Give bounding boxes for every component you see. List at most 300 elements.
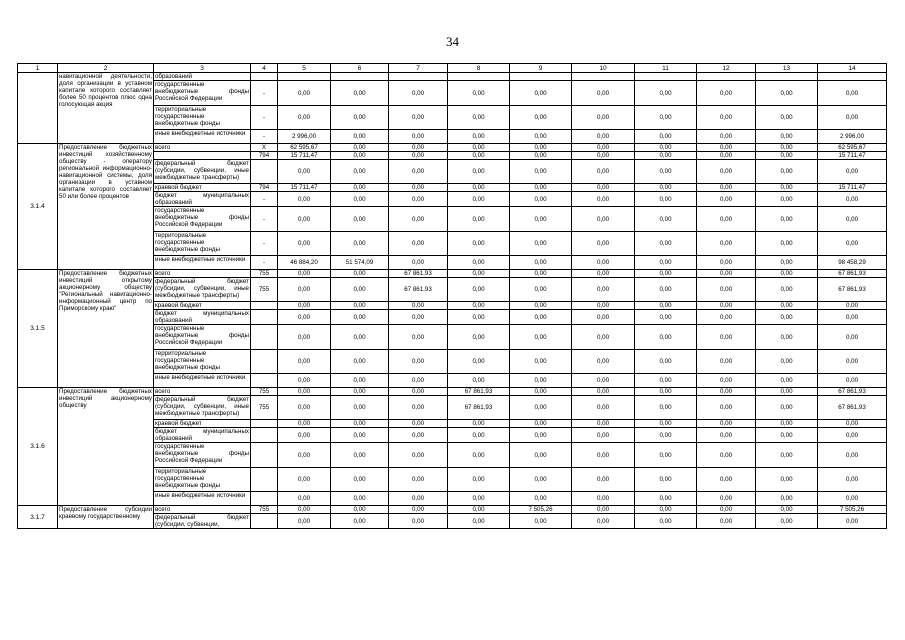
amount-cell: 0,00 [697, 192, 756, 207]
amount-cell: 0,00 [697, 270, 756, 278]
amount-cell: 0,00 [635, 396, 697, 420]
amount-cell: 0,00 [756, 396, 818, 420]
amount-cell: 0,00 [331, 144, 389, 152]
amount-cell: 0,00 [331, 106, 389, 130]
amount-cell: 0,00 [331, 350, 389, 374]
amount-cell: 0,00 [510, 192, 572, 207]
amount-cell: 0,00 [697, 396, 756, 420]
amount-cell: 0,00 [818, 350, 887, 374]
amount-cell: 0,00 [278, 160, 331, 184]
amount-cell: 0,00 [278, 506, 331, 514]
budget-code-cell [251, 428, 278, 443]
amount-cell: 0,00 [635, 420, 697, 428]
budget-code-cell: - [251, 256, 278, 270]
amount-cell: 0,00 [448, 492, 510, 506]
amount-cell: 0,00 [278, 270, 331, 278]
header-row [18, 64, 887, 73]
budget-code-cell [251, 302, 278, 310]
budget-code-cell: - [251, 81, 278, 106]
amount-cell: 7 505,26 [510, 506, 572, 514]
amount-cell: 0,00 [389, 325, 448, 350]
amount-cell: 0,00 [278, 420, 331, 428]
budget-code-cell: 755 [251, 506, 278, 514]
amount-cell: 0,00 [756, 325, 818, 350]
funding-source: иные внебюджетные источники [154, 492, 251, 506]
amount-cell: 0,00 [635, 192, 697, 207]
amount-cell [697, 73, 756, 81]
amount-cell: 0,00 [572, 302, 635, 310]
amount-cell: 0,00 [331, 270, 389, 278]
amount-cell [389, 73, 448, 81]
budget-code-cell: - [251, 106, 278, 130]
funding-source: территориальные государственные внебюджетные фонды [154, 350, 251, 374]
funding-source: государственные внебюджетные фонды Российской Федерации [154, 443, 251, 468]
amount-cell: 0,00 [331, 81, 389, 106]
amount-cell: 0,00 [635, 130, 697, 144]
amount-cell: 0,00 [818, 232, 887, 256]
column-header: 2 [58, 64, 154, 73]
amount-cell: 0,00 [331, 492, 389, 506]
amount-cell: 0,00 [572, 207, 635, 232]
budget-code-cell [251, 443, 278, 468]
amount-cell: 0,00 [448, 184, 510, 192]
amount-cell: 0,00 [448, 81, 510, 106]
amount-cell: 0,00 [635, 270, 697, 278]
measure-description: Предоставление бюджетных инвестиций открытому акционерному обществу "Региональный навигационно-информационный центр по Приморскому краю" [58, 270, 154, 388]
amount-cell: 0,00 [510, 278, 572, 302]
amount-cell: 0,00 [278, 468, 331, 492]
amount-cell: 0,00 [572, 506, 635, 514]
amount-cell: 0,00 [448, 256, 510, 270]
amount-cell: 0,00 [818, 192, 887, 207]
amount-cell: 0,00 [818, 443, 887, 468]
column-header: 8 [448, 64, 510, 73]
amount-cell: 0,00 [448, 207, 510, 232]
amount-cell: 0,00 [756, 310, 818, 325]
amount-cell: 0,00 [818, 160, 887, 184]
amount-cell: 0,00 [756, 374, 818, 388]
amount-cell: 7 505,26 [818, 506, 887, 514]
amount-cell: 0,00 [331, 468, 389, 492]
amount-cell: 0,00 [510, 184, 572, 192]
column-header: 6 [331, 64, 389, 73]
amount-cell: 0,00 [331, 184, 389, 192]
measure-description: Предоставление бюджетных инвестиций хозяйственному обществу - оператору региональной информационно-навигационной системы, доля организации в уставном капитале которого составляет 50 или более процентов [58, 144, 154, 270]
funding-source: бюджет муниципальных образований [155, 310, 249, 324]
amount-cell: 62 595,67 [818, 144, 887, 152]
amount-cell: 0,00 [818, 420, 887, 428]
amount-cell: 0,00 [331, 374, 389, 388]
column-header: 11 [635, 64, 697, 73]
amount-cell: 0,00 [635, 106, 697, 130]
amount-cell: 0,00 [697, 428, 756, 443]
budget-code-cell: 755 [251, 396, 278, 420]
amount-cell: 0,00 [572, 184, 635, 192]
amount-cell: 0,00 [635, 506, 697, 514]
column-header: 4 [251, 64, 278, 73]
budget-code-cell [251, 492, 278, 506]
amount-cell: 0,00 [635, 232, 697, 256]
amount-cell: 0,00 [756, 302, 818, 310]
budget-code-cell: 755 [251, 388, 278, 396]
amount-cell: 0,00 [572, 420, 635, 428]
amount-cell: 0,00 [510, 232, 572, 256]
amount-cell: 0,00 [510, 468, 572, 492]
funding-source: краевой бюджет [154, 420, 251, 428]
amount-cell: 0,00 [331, 506, 389, 514]
amount-cell: 2 996,00 [818, 130, 887, 144]
budget-code-cell: 794 [251, 152, 278, 160]
amount-cell: 0,00 [818, 207, 887, 232]
amount-cell: 67 861,93 [448, 396, 510, 420]
amount-cell: 0,00 [697, 443, 756, 468]
amount-cell: 0,00 [635, 325, 697, 350]
amount-cell: 0,00 [448, 192, 510, 207]
amount-cell: 0,00 [331, 232, 389, 256]
amount-cell: 0,00 [278, 106, 331, 130]
amount-cell: 0,00 [278, 388, 331, 396]
amount-cell: 0,00 [697, 207, 756, 232]
amount-cell: 0,00 [278, 302, 331, 310]
amount-cell: 0,00 [572, 152, 635, 160]
funding-source [154, 152, 251, 160]
amount-cell: 0,00 [510, 428, 572, 443]
amount-cell: 0,00 [572, 514, 635, 529]
amount-cell: 67 861,93 [389, 278, 448, 302]
amount-cell: 0,00 [389, 443, 448, 468]
amount-cell: 0,00 [389, 302, 448, 310]
amount-cell: 0,00 [389, 468, 448, 492]
amount-cell: 0,00 [756, 81, 818, 106]
amount-cell: 0,00 [697, 420, 756, 428]
amount-cell: 0,00 [697, 388, 756, 396]
amount-cell: 0,00 [389, 106, 448, 130]
funding-source: федеральный бюджет (субсидии, субвенции, [155, 514, 249, 528]
amount-cell: 0,00 [510, 106, 572, 130]
amount-cell: 0,00 [697, 130, 756, 144]
amount-cell: 0,00 [697, 184, 756, 192]
amount-cell: 0,00 [448, 443, 510, 468]
amount-cell: 0,00 [635, 184, 697, 192]
amount-cell: 0,00 [389, 184, 448, 192]
amount-cell: 0,00 [756, 388, 818, 396]
amount-cell: 0,00 [635, 350, 697, 374]
amount-cell: 0,00 [510, 270, 572, 278]
amount-cell: 0,00 [572, 468, 635, 492]
amount-cell: 0,00 [756, 420, 818, 428]
amount-cell: 0,00 [756, 492, 818, 506]
amount-cell: 0,00 [448, 106, 510, 130]
amount-cell: 0,00 [572, 192, 635, 207]
amount-cell: 0,00 [278, 192, 331, 207]
budget-code-cell: - [251, 232, 278, 256]
amount-cell: 0,00 [389, 152, 448, 160]
amount-cell: 0,00 [572, 325, 635, 350]
measure-code [18, 73, 58, 144]
amount-cell: 62 595,67 [278, 144, 331, 152]
measure-code: 3.1.4 [18, 144, 58, 270]
amount-cell: 0,00 [510, 256, 572, 270]
amount-cell: 0,00 [635, 514, 697, 529]
amount-cell: 0,00 [572, 443, 635, 468]
amount-cell: 0,00 [389, 506, 448, 514]
amount-cell: 0,00 [510, 325, 572, 350]
amount-cell: 0,00 [389, 81, 448, 106]
amount-cell: 46 884,20 [278, 256, 331, 270]
amount-cell: 0,00 [572, 270, 635, 278]
amount-cell: 0,00 [331, 428, 389, 443]
budget-code-cell [251, 468, 278, 492]
amount-cell: 0,00 [572, 106, 635, 130]
budget-code-cell [251, 73, 278, 81]
amount-cell: 0,00 [331, 207, 389, 232]
amount-cell: 0,00 [510, 350, 572, 374]
budget-code-cell: - [251, 207, 278, 232]
amount-cell: 0,00 [756, 152, 818, 160]
amount-cell [448, 73, 510, 81]
amount-cell: 0,00 [697, 144, 756, 152]
amount-cell: 0,00 [572, 278, 635, 302]
amount-cell [635, 73, 697, 81]
amount-cell: 0,00 [572, 144, 635, 152]
funding-source: федеральный бюджет (субсидии, субвенции, иные межбюджетные трансферты) [154, 160, 251, 184]
amount-cell: 0,00 [635, 428, 697, 443]
column-header: 7 [389, 64, 448, 73]
amount-cell: 0,00 [635, 468, 697, 492]
amount-cell: 0,00 [572, 396, 635, 420]
amount-cell: 0,00 [389, 374, 448, 388]
amount-cell: 0,00 [635, 492, 697, 506]
table-row [18, 144, 887, 152]
amount-cell: 0,00 [510, 207, 572, 232]
amount-cell: 0,00 [448, 232, 510, 256]
amount-cell: 0,00 [697, 160, 756, 184]
amount-cell: 0,00 [635, 278, 697, 302]
amount-cell [572, 73, 635, 81]
amount-cell: 0,00 [448, 506, 510, 514]
funding-source: федеральный бюджет (субсидии, субвенции, иные межбюджетные трансферты) [154, 396, 251, 420]
amount-cell: 0,00 [510, 388, 572, 396]
amount-cell: 0,00 [572, 388, 635, 396]
amount-cell: 0,00 [756, 184, 818, 192]
amount-cell: 0,00 [756, 443, 818, 468]
amount-cell: 0,00 [818, 468, 887, 492]
amount-cell: 0,00 [756, 130, 818, 144]
amount-cell: 0,00 [448, 468, 510, 492]
amount-cell: 0,00 [635, 81, 697, 106]
amount-cell: 0,00 [635, 207, 697, 232]
amount-cell: 0,00 [697, 278, 756, 302]
funding-source: всего [154, 506, 251, 514]
table-row [18, 270, 887, 278]
amount-cell: 0,00 [697, 374, 756, 388]
amount-cell: 0,00 [697, 506, 756, 514]
budget-code-cell: 794 [251, 184, 278, 192]
measure-code: 3.1.6 [18, 388, 58, 506]
amount-cell: 0,00 [818, 492, 887, 506]
amount-cell: 0,00 [818, 81, 887, 106]
amount-cell: 0,00 [572, 428, 635, 443]
amount-cell: 98 458,29 [818, 256, 887, 270]
measure-code: 3.1.7 [18, 506, 58, 529]
amount-cell: 0,00 [697, 310, 756, 325]
funding-source: государственные внебюджетные фонды Российской Федерации [154, 207, 251, 232]
amount-cell: 0,00 [448, 428, 510, 443]
amount-cell: 0,00 [756, 278, 818, 302]
funding-source: территориальные государственные внебюджетные фонды [154, 232, 251, 256]
budget-code-cell: X [251, 144, 278, 152]
amount-cell: 0,00 [331, 152, 389, 160]
amount-cell: 0,00 [510, 396, 572, 420]
amount-cell: 0,00 [448, 310, 510, 325]
amount-cell: 0,00 [389, 420, 448, 428]
amount-cell: 0,00 [331, 325, 389, 350]
budget-code-cell: - [251, 130, 278, 144]
amount-cell: 0,00 [448, 144, 510, 152]
amount-cell: 0,00 [389, 130, 448, 144]
amount-cell: 0,00 [818, 428, 887, 443]
amount-cell: 0,00 [331, 443, 389, 468]
amount-cell: 0,00 [448, 160, 510, 184]
amount-cell: 0,00 [818, 106, 887, 130]
amount-cell: 15 711,47 [818, 184, 887, 192]
amount-cell: 0,00 [278, 350, 331, 374]
amount-cell: 0,00 [635, 302, 697, 310]
amount-cell: 67 861,93 [818, 396, 887, 420]
amount-cell: 0,00 [448, 130, 510, 144]
funding-source: краевой бюджет [154, 184, 251, 192]
amount-cell: 0,00 [756, 106, 818, 130]
budget-code-cell [251, 514, 278, 529]
budget-code-cell [251, 310, 278, 325]
amount-cell: 0,00 [510, 310, 572, 325]
amount-cell: 0,00 [278, 443, 331, 468]
amount-cell: 0,00 [756, 506, 818, 514]
budget-code-cell: 755 [251, 278, 278, 302]
measure-description: навигационной деятельности, доля организации в уставном капитале которого составляет более 50 процентов плюс одна голосующая акция [58, 73, 154, 144]
funding-source: территориальные государственные внебюджетные фонды [154, 468, 251, 492]
amount-cell: 0,00 [331, 160, 389, 184]
amount-cell: 67 861,93 [389, 270, 448, 278]
funding-source: государственные внебюджетные фонды Российской Федерации [154, 325, 251, 350]
amount-cell: 0,00 [697, 302, 756, 310]
amount-cell: 0,00 [510, 420, 572, 428]
budget-code-cell [251, 374, 278, 388]
amount-cell: 0,00 [572, 232, 635, 256]
amount-cell: 0,00 [389, 514, 448, 529]
amount-cell: 0,00 [756, 192, 818, 207]
funding-source: иные внебюджетные источники [154, 256, 251, 270]
amount-cell [756, 73, 818, 81]
amount-cell: 0,00 [448, 302, 510, 310]
amount-cell: 0,00 [448, 278, 510, 302]
amount-cell: 0,00 [278, 81, 331, 106]
amount-cell: 0,00 [278, 310, 331, 325]
budget-code-cell [251, 420, 278, 428]
amount-cell: 0,00 [572, 160, 635, 184]
amount-cell: 0,00 [756, 160, 818, 184]
amount-cell: 0,00 [635, 388, 697, 396]
amount-cell: 0,00 [572, 310, 635, 325]
amount-cell: 0,00 [697, 232, 756, 256]
funding-source: всего [154, 144, 251, 152]
amount-cell: 0,00 [572, 492, 635, 506]
amount-cell: 0,00 [331, 514, 389, 529]
amount-cell: 0,00 [448, 420, 510, 428]
funding-source: всего [154, 270, 251, 278]
funding-source: образований [154, 73, 251, 81]
amount-cell: 0,00 [697, 514, 756, 529]
amount-cell: 0,00 [389, 350, 448, 374]
budget-code-cell: 755 [251, 270, 278, 278]
amount-cell: 0,00 [510, 152, 572, 160]
amount-cell: 0,00 [697, 492, 756, 506]
amount-cell: 0,00 [389, 492, 448, 506]
amount-cell: 0,00 [510, 81, 572, 106]
amount-cell [818, 73, 887, 81]
amount-cell: 67 861,93 [818, 270, 887, 278]
amount-cell: 67 861,93 [818, 388, 887, 396]
amount-cell: 0,00 [510, 443, 572, 468]
column-header: 5 [278, 64, 331, 73]
column-header: 10 [572, 64, 635, 73]
funding-source: федеральный бюджет (субсидии, субвенции, иные межбюджетные трансферты) [154, 278, 251, 302]
column-header: 14 [818, 64, 887, 73]
amount-cell: 15 711,47 [278, 184, 331, 192]
amount-cell: 0,00 [331, 388, 389, 396]
amount-cell: 0,00 [510, 374, 572, 388]
amount-cell: 0,00 [448, 514, 510, 529]
amount-cell: 0,00 [331, 192, 389, 207]
amount-cell: 0,00 [756, 256, 818, 270]
amount-cell: 0,00 [572, 256, 635, 270]
measure-code: 3.1.5 [18, 270, 58, 388]
amount-cell: 0,00 [756, 468, 818, 492]
amount-cell [510, 73, 572, 81]
funding-source: бюджет муниципальных образований [155, 428, 249, 442]
amount-cell: 0,00 [389, 428, 448, 443]
amount-cell: 0,00 [278, 325, 331, 350]
amount-cell: 0,00 [389, 160, 448, 184]
budget-code-cell [251, 160, 278, 184]
amount-cell: 0,00 [278, 396, 331, 420]
amount-cell: 0,00 [278, 278, 331, 302]
amount-cell: 0,00 [697, 81, 756, 106]
column-header: 12 [697, 64, 756, 73]
amount-cell: 0,00 [572, 374, 635, 388]
amount-cell: 0,00 [448, 152, 510, 160]
amount-cell: 0,00 [448, 325, 510, 350]
column-header: 1 [18, 64, 58, 73]
amount-cell: 0,00 [756, 144, 818, 152]
table-row [18, 506, 887, 514]
amount-cell: 0,00 [697, 325, 756, 350]
amount-cell: 0,00 [572, 350, 635, 374]
amount-cell: 51 574,09 [331, 256, 389, 270]
amount-cell: 0,00 [818, 302, 887, 310]
measure-description: Предоставление субсидии краевому государственному [58, 506, 154, 529]
amount-cell: 0,00 [448, 350, 510, 374]
amount-cell: 0,00 [818, 374, 887, 388]
table-row [18, 388, 887, 396]
amount-cell: 0,00 [448, 374, 510, 388]
amount-cell: 0,00 [278, 207, 331, 232]
amount-cell: 0,00 [389, 256, 448, 270]
amount-cell: 0,00 [389, 232, 448, 256]
budget-table [17, 63, 887, 529]
amount-cell: 0,00 [635, 443, 697, 468]
amount-cell: 0,00 [510, 160, 572, 184]
